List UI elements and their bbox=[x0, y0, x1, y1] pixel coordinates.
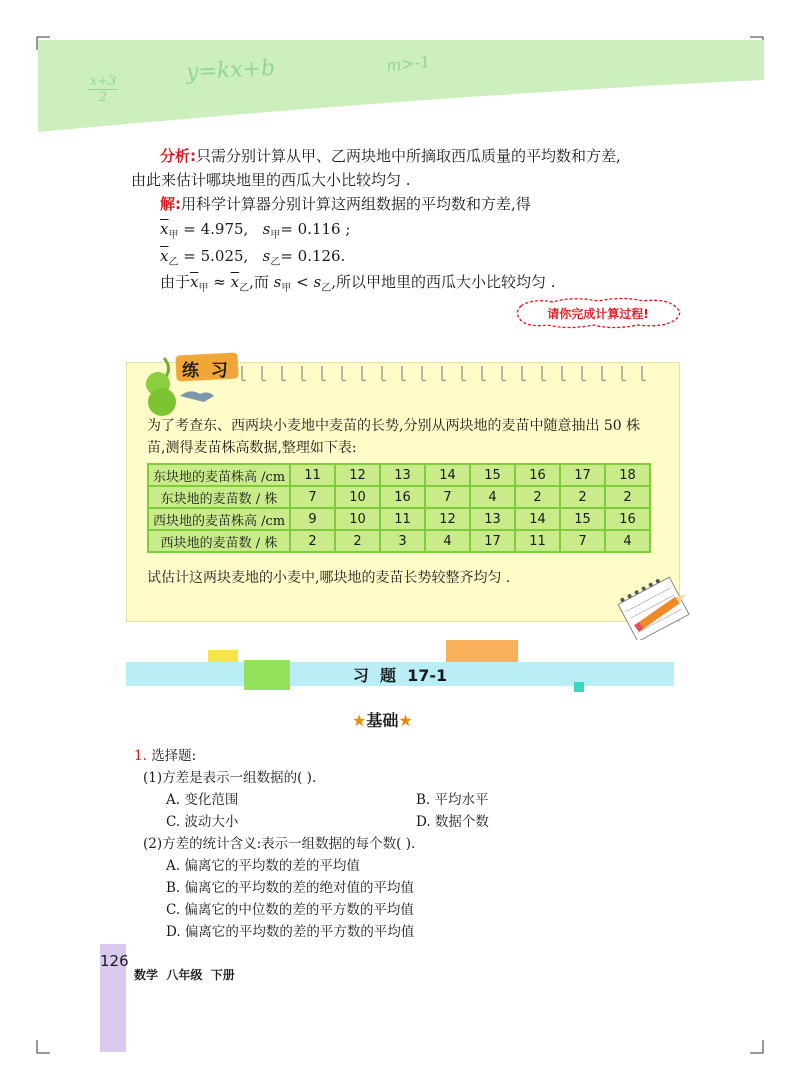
var-a: = 0.116 ; bbox=[280, 220, 351, 238]
analysis-text: 只需分别计算从甲、乙两块地中所摘取西瓜质量的平均数和方差, bbox=[196, 147, 621, 165]
table-cell: 14 bbox=[515, 508, 560, 530]
solution-mean-b-line bbox=[160, 246, 345, 273]
q1-heading bbox=[134, 746, 196, 766]
table-cell: 12 bbox=[335, 464, 380, 486]
table-cell: 11 bbox=[515, 530, 560, 552]
q1-2-option-b: B. 偏离它的平均数的差的绝对值的平均值 bbox=[166, 880, 415, 896]
solution-line-1 bbox=[160, 194, 531, 214]
notepad-pencil-icon bbox=[606, 574, 702, 640]
banner-formula-inequality: m>-1 bbox=[385, 51, 432, 76]
xbar-b-sub: 乙 bbox=[168, 257, 179, 268]
conclusion-pre: 由于 bbox=[160, 273, 191, 291]
conclusion-comma: ,而 bbox=[249, 273, 269, 291]
solution-conclusion bbox=[160, 272, 556, 299]
analysis-line-1 bbox=[160, 146, 621, 166]
solution-mean-a-line bbox=[160, 219, 350, 246]
table-cell: 2 bbox=[560, 486, 605, 508]
mean-b: = 5.025, bbox=[183, 247, 249, 265]
q1-2-option-d: D. 偏离它的平均数的差的平方数的平均值 bbox=[166, 924, 415, 940]
page-number: 126 bbox=[100, 952, 129, 970]
table-cell: 17 bbox=[470, 530, 515, 552]
table-row bbox=[148, 530, 650, 552]
table-cell: 7 bbox=[560, 530, 605, 552]
q1-2-stem: (2)方差的统计含义:表示一组数据的每个数( ). bbox=[143, 836, 416, 852]
table-cell: 11 bbox=[290, 464, 335, 486]
hint-bubble-text: 请你完成计算过程! bbox=[547, 307, 649, 321]
table-cell: 13 bbox=[380, 464, 425, 486]
table-cell: 7 bbox=[290, 486, 335, 508]
practice-intro-line-1: 为了考查东、西两块小麦地中麦苗的长势,分别从两块地的麦苗中随意抽出 50 株 bbox=[147, 418, 641, 434]
crop-mark-bottom-right bbox=[750, 1040, 764, 1054]
table-cell: 14 bbox=[425, 464, 470, 486]
analysis-line-2: 由此来估计哪块地里的西瓜大小比较均匀 . bbox=[131, 171, 411, 189]
wheat-height-table bbox=[147, 463, 651, 553]
xbar-a: $\overline{x}$ bbox=[160, 220, 169, 238]
table-cell: 2 bbox=[605, 486, 650, 508]
table-cell: 7 bbox=[425, 486, 470, 508]
table-cell: 3 bbox=[380, 530, 425, 552]
table-cell: 10 bbox=[335, 508, 380, 530]
banner-formula-linear: y=kx+b bbox=[185, 55, 276, 86]
notebook-rings bbox=[236, 364, 656, 384]
table-row-label: 西块地的麦苗株高 /cm bbox=[148, 508, 290, 530]
table-cell: 17 bbox=[560, 464, 605, 486]
s-a-sub: 甲 bbox=[270, 230, 281, 241]
conclusion-xbar-a: $\overline{x}$ bbox=[190, 273, 199, 291]
table-cell: 10 bbox=[335, 486, 380, 508]
practice-intro-line-2: 苗,测得麦苗株高数据,整理如下表: bbox=[147, 440, 357, 456]
banner-fraction: x+3 2 bbox=[89, 74, 117, 105]
conclusion-s-b: s bbox=[313, 273, 322, 291]
q1-1-stem: (1)方差是表示一组数据的( ). bbox=[143, 770, 317, 786]
var-b: = 0.126. bbox=[280, 247, 346, 265]
table-cell: 4 bbox=[470, 486, 515, 508]
conclusion-post: ,所以甲地里的西瓜大小比较均匀 . bbox=[331, 273, 556, 291]
table-cell: 15 bbox=[470, 464, 515, 486]
q1-2-option-c: C. 偏离它的中位数的差的平方数的平均值 bbox=[166, 902, 414, 918]
table-row-label: 东块地的麦苗数 / 株 bbox=[148, 486, 290, 508]
table-cell: 4 bbox=[425, 530, 470, 552]
s-a: s bbox=[262, 220, 271, 238]
s-b: s bbox=[262, 247, 271, 265]
exercise-title: 习 题 17-1 bbox=[352, 666, 448, 685]
q1-1-option-a: A. 变化范围 bbox=[166, 792, 239, 808]
mean-a: = 4.975, bbox=[183, 220, 249, 238]
table-row bbox=[148, 508, 650, 530]
analysis-label: 分析: bbox=[160, 147, 196, 165]
table-cell: 16 bbox=[515, 464, 560, 486]
table-cell: 9 bbox=[290, 508, 335, 530]
star-icon-right: ★ bbox=[398, 711, 413, 730]
table-row bbox=[148, 486, 650, 508]
conclusion-s-b-sub: 乙 bbox=[321, 283, 332, 294]
table-cell: 2 bbox=[335, 530, 380, 552]
q1-number: 1. bbox=[134, 748, 147, 764]
table-row-label: 西块地的麦苗数 / 株 bbox=[148, 530, 290, 552]
table-row-label: 东块地的麦苗株高 /cm bbox=[148, 464, 290, 486]
conclusion-xbar-b-sub: 乙 bbox=[239, 283, 250, 294]
approx-sign: ≈ bbox=[213, 273, 226, 291]
q1-label: 选择题: bbox=[151, 748, 197, 764]
table-cell: 18 bbox=[605, 464, 650, 486]
conclusion-xbar-b: $\overline{x}$ bbox=[230, 273, 240, 291]
crop-mark-bottom-left bbox=[36, 1040, 50, 1054]
q1-2-option-a: A. 偏离它的平均数的差的平均值 bbox=[166, 858, 360, 874]
solution-text: 用科学计算器分别计算这两组数据的平均数和方差,得 bbox=[181, 195, 531, 213]
practice-title: 练 习 bbox=[182, 361, 231, 381]
q1-1-option-c: C. 波动大小 bbox=[166, 814, 239, 830]
star-icon-left: ★ bbox=[352, 711, 367, 730]
table-cell: 2 bbox=[515, 486, 560, 508]
solution-label: 解: bbox=[160, 195, 181, 213]
xbar-a-sub: 甲 bbox=[168, 230, 179, 241]
book-title: 数学 八年级 下册 bbox=[134, 968, 235, 982]
table-cell: 16 bbox=[605, 508, 650, 530]
lt-sign: < bbox=[296, 273, 309, 291]
conclusion-s-a-sub: 甲 bbox=[281, 283, 292, 294]
section-basic-label: 基础 bbox=[366, 711, 399, 730]
table-cell: 16 bbox=[380, 486, 425, 508]
table-cell: 11 bbox=[380, 508, 425, 530]
table-row bbox=[148, 464, 650, 486]
practice-question: 试估计这两块麦地的小麦中,哪块地的麦苗长势较整齐均匀 . bbox=[147, 570, 511, 586]
q1-1-option-d: D. 数据个数 bbox=[416, 814, 489, 830]
xbar-b: $\overline{x}$ bbox=[160, 247, 169, 265]
conclusion-xbar-a-sub: 甲 bbox=[198, 283, 209, 294]
s-b-sub: 乙 bbox=[270, 257, 281, 268]
q1-1-option-b: B. 平均水平 bbox=[416, 792, 489, 808]
table-cell: 12 bbox=[425, 508, 470, 530]
band-deco-orange bbox=[446, 640, 518, 662]
table-cell: 15 bbox=[560, 508, 605, 530]
table-cell: 4 bbox=[605, 530, 650, 552]
header-banner bbox=[38, 40, 764, 132]
table-cell: 2 bbox=[290, 530, 335, 552]
conclusion-s-a: s bbox=[273, 273, 282, 291]
section-basic bbox=[352, 708, 413, 731]
table-cell: 13 bbox=[470, 508, 515, 530]
